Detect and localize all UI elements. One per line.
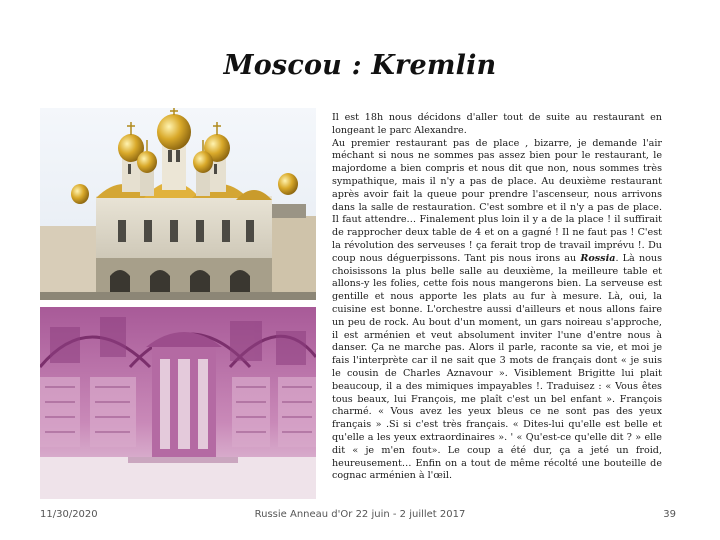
footer-event-title: Russie Anneau d'Or 22 juin - 2 juillet 2017 [254, 509, 466, 520]
slide-title: Moscou : Kremlin [223, 50, 497, 81]
footer-date: 11/30/2020 [40, 509, 98, 520]
text-segment: . Là nous choisissons la plus belle salle au deuxième, la meilleure table et allons-y les folies, cette fois nous mangerons bien. La serveuse est gentille et nous apporte les plats au fur à mesure. Là, oui, la cuisine est bonne. L'orchestre aussi d'ailleurs et nous allons faire un peu de rock. Au bout d'un moment, un gars noireau s'approche, il est arménien et veut absolument inviter l'une d'entre nous à danser. Ça ne marche pas. Alors il parle, raconte sa vie, et moi je fais l'interprète car il ne sait que 3 mots de français dont « je suis le cousin de Charles Aznavour ». Visiblement Brigitte lui plait beaucoup, il a des mimiques impayables !. Traduisez : « Vous êtes tous beaux, lui François, me plaît c'est un bel enfant ». François charmé. « Vous avez les yeux bleus ce ne sont pas des yeux français » .Si si c'est très français. « Dites-lui qu'elle est belle et qu'elle a les yeux extraordinaires ». ' « Qu'est-ce qu'elle dit ? » elle dit « je m'en fout». Le coup a été dur, ça a jeté un froid, heureusement… Enfin on a tout de même récolté une bouteille de cognac arménien à l'œil. [332, 252, 662, 482]
narrative-text [332, 112, 662, 500]
text-paragraph [332, 138, 662, 484]
kremlin-cathedral-photo [40, 108, 316, 300]
text-segment: Au premier restaurant pas de place , bizarre, je demande l'air méchant si nous ne sommes pas assez bien pour le restaurant, le majordome a bien compris et nous dit que non, nous sommes très sympathique, mais il n'y a pas de place. Au deuxième restaurant après avoir fait la queue pour prendre l'ascenseur, nous arrivons dans la salle de restauration. C'est sombre et il n'y a pas de place. Il faut attendre… Finalement plus loin il y a de la place ! il suffirait de rapprocher deux table de 4 et on a gagné ! Il ne faut pas ! C'est la révolution des serveuses ! ça ferait trop de travail imprévu !. Du coup nous déguerpissons. Tant pis nous irons au [332, 137, 662, 264]
restaurant-name: Rossia [580, 252, 616, 264]
page-number: 39 [663, 509, 676, 520]
ornate-pink-hall-photo [40, 307, 316, 499]
text-paragraph [332, 112, 662, 138]
text-segment: Il est 18h nous décidons d'aller tout de suite au restaurant en longeant le parc Alexandre. [332, 112, 662, 136]
